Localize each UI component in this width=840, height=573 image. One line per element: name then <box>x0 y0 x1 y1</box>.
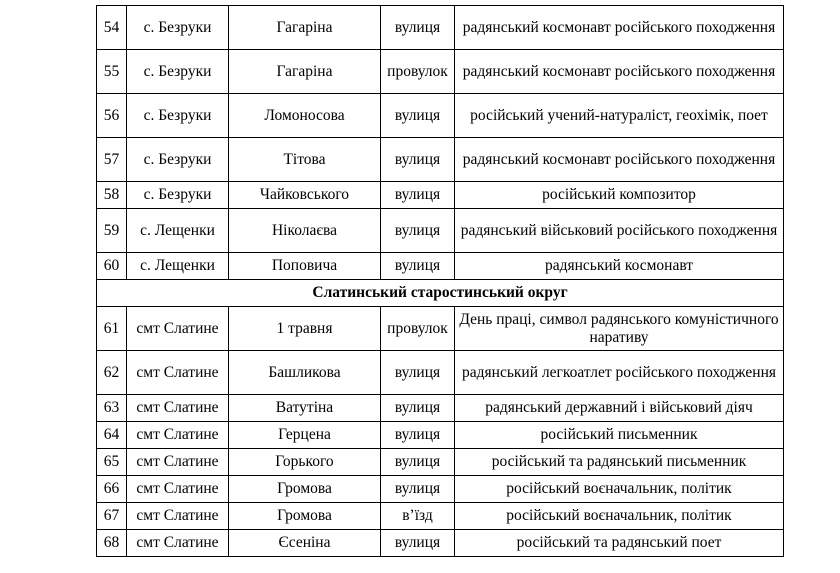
street-name-cell: Гагаріна <box>229 6 381 50</box>
street-name-cell: Герцена <box>229 422 381 449</box>
object-type-cell: вулиця <box>381 138 455 182</box>
object-type-cell: вулиця <box>381 449 455 476</box>
table-row <box>97 530 784 557</box>
settlement-cell: с. Безруки <box>127 6 229 50</box>
table-row <box>97 307 784 351</box>
street-name-cell: Горького <box>229 449 381 476</box>
description-cell: радянський космонавт російського походження <box>455 138 784 182</box>
settlement-cell: смт Слатине <box>127 503 229 530</box>
settlement-cell: с. Лещенки <box>127 253 229 280</box>
object-type-cell: вулиця <box>381 94 455 138</box>
settlement-cell: смт Слатине <box>127 530 229 557</box>
description-cell: російський та радянський письменник <box>455 449 784 476</box>
settlement-cell: с. Лещенки <box>127 209 229 253</box>
object-type-cell: вулиця <box>381 6 455 50</box>
row-number: 63 <box>97 395 127 422</box>
row-number: 58 <box>97 182 127 209</box>
table-row <box>97 449 784 476</box>
street-name-cell: 1 травня <box>229 307 381 351</box>
description-cell: радянський космонавт <box>455 253 784 280</box>
row-number: 68 <box>97 530 127 557</box>
description-cell: радянський державний і військовий діяч <box>455 395 784 422</box>
table-row <box>97 422 784 449</box>
table-row <box>97 395 784 422</box>
table-row <box>97 503 784 530</box>
row-number: 54 <box>97 6 127 50</box>
row-number: 55 <box>97 50 127 94</box>
street-name-cell: Чайковського <box>229 182 381 209</box>
settlement-cell: смт Слатине <box>127 449 229 476</box>
row-number: 61 <box>97 307 127 351</box>
settlement-cell: смт Слатине <box>127 422 229 449</box>
settlement-cell: с. Безруки <box>127 94 229 138</box>
street-name-cell: Ватутіна <box>229 395 381 422</box>
table-row <box>97 6 784 50</box>
section-title: Слатинський старостинський округ <box>97 280 784 307</box>
object-type-cell: в’їзд <box>381 503 455 530</box>
settlement-cell: с. Безруки <box>127 182 229 209</box>
street-name-cell: Громова <box>229 476 381 503</box>
table-row <box>97 476 784 503</box>
street-name-cell: Башликова <box>229 351 381 395</box>
object-type-cell: вулиця <box>381 476 455 503</box>
row-number: 59 <box>97 209 127 253</box>
description-cell: російський композитор <box>455 182 784 209</box>
description-cell: російський воєначальник, політик <box>455 476 784 503</box>
table-row <box>97 209 784 253</box>
table-row <box>97 50 784 94</box>
street-name-cell: Громова <box>229 503 381 530</box>
row-number: 66 <box>97 476 127 503</box>
object-type-cell: вулиця <box>381 351 455 395</box>
row-number: 62 <box>97 351 127 395</box>
table-row <box>97 182 784 209</box>
street-name-cell: Єсеніна <box>229 530 381 557</box>
street-name-cell: Ніколаєва <box>229 209 381 253</box>
table-row <box>97 253 784 280</box>
table-row <box>97 94 784 138</box>
description-cell: російський та радянський поет <box>455 530 784 557</box>
settlement-cell: смт Слатине <box>127 395 229 422</box>
description-cell: радянський космонавт російського походження <box>455 6 784 50</box>
description-cell: радянський легкоатлет російського походження <box>455 351 784 395</box>
object-type-cell: провулок <box>381 307 455 351</box>
description-cell: російський воєначальник, політик <box>455 503 784 530</box>
object-type-cell: вулиця <box>381 253 455 280</box>
object-type-cell: вулиця <box>381 209 455 253</box>
settlement-cell: смт Слатине <box>127 476 229 503</box>
streets-table <box>96 5 784 557</box>
table-row <box>97 138 784 182</box>
section-header-row <box>97 280 784 307</box>
table-body <box>97 6 784 557</box>
row-number: 56 <box>97 94 127 138</box>
settlement-cell: смт Слатине <box>127 351 229 395</box>
row-number: 64 <box>97 422 127 449</box>
settlement-cell: с. Безруки <box>127 138 229 182</box>
description-cell: радянський військовий російського походження <box>455 209 784 253</box>
row-number: 67 <box>97 503 127 530</box>
row-number: 57 <box>97 138 127 182</box>
street-name-cell: Ломоносова <box>229 94 381 138</box>
description-cell: російський учений-натураліст, геохімік, поет <box>455 94 784 138</box>
object-type-cell: вулиця <box>381 422 455 449</box>
street-name-cell: Поповича <box>229 253 381 280</box>
settlement-cell: смт Слатине <box>127 307 229 351</box>
row-number: 60 <box>97 253 127 280</box>
object-type-cell: вулиця <box>381 182 455 209</box>
object-type-cell: вулиця <box>381 530 455 557</box>
description-cell: російський письменник <box>455 422 784 449</box>
description-cell: радянський космонавт російського походження <box>455 50 784 94</box>
street-name-cell: Гагаріна <box>229 50 381 94</box>
table-row <box>97 351 784 395</box>
street-name-cell: Тітова <box>229 138 381 182</box>
row-number: 65 <box>97 449 127 476</box>
description-cell: День праці, символ радянського комуністичного наративу <box>455 307 784 351</box>
object-type-cell: вулиця <box>381 395 455 422</box>
settlement-cell: с. Безруки <box>127 50 229 94</box>
object-type-cell: провулок <box>381 50 455 94</box>
